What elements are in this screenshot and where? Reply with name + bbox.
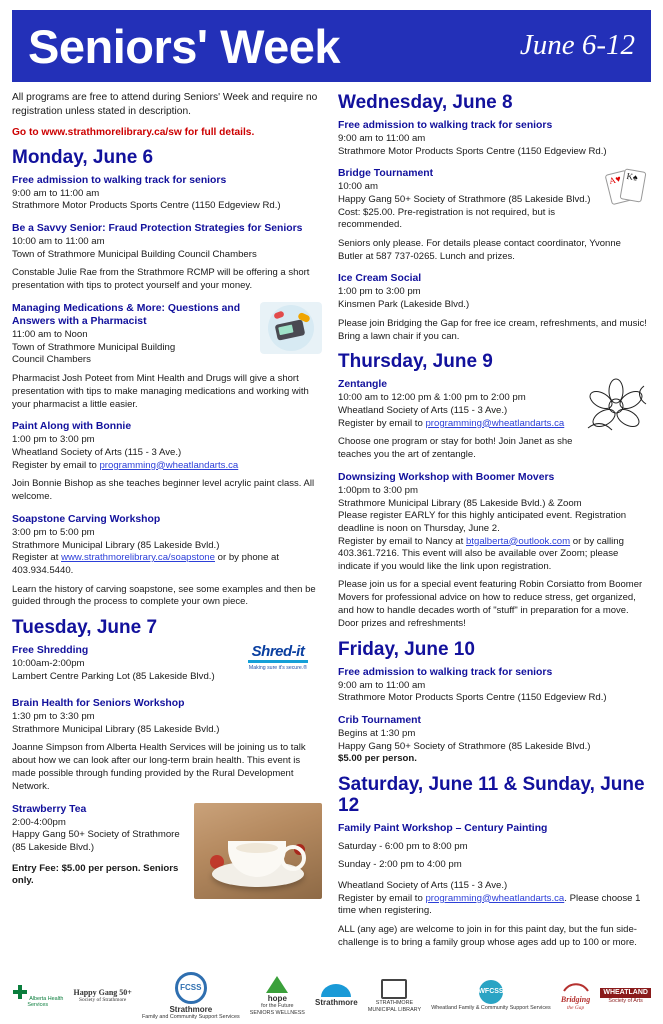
event-free-shredding [12, 644, 322, 688]
register-text: Register at [12, 552, 62, 564]
event-bridge-tournament [338, 167, 648, 263]
event-soapstone-carving [12, 513, 322, 609]
event-description: Joanne Simpson from Alberta Health Services will be joining us to talk about how we can look after our long-term brain health. This event is made possible through funding provided by the Rural Development Network. [12, 742, 306, 792]
day-heading-weekend: Saturday, June 11 & Sunday, June 12 [338, 773, 645, 816]
event-title: Paint Along with Bonnie [12, 421, 132, 433]
event-location: Strathmore Municipal Library (85 Lakeside Bvld.) & Zoom [338, 497, 582, 509]
event-savvy-senior [12, 222, 322, 293]
event-crib-tournament [338, 714, 648, 766]
logo-line-1: WHEATLAND [600, 988, 651, 998]
event-location: Strathmore Municipal Library (85 Lakeside Bvld.) [12, 723, 220, 735]
event-walking-track-wednesday [338, 119, 648, 158]
logo-line-1: Strathmore [315, 998, 358, 1008]
logo-fcss-strathmore [142, 972, 240, 1020]
event-title: Crib Tournament [338, 714, 421, 726]
event-title: Bridge Tournament [338, 168, 434, 180]
event-downsizing-workshop [338, 471, 648, 631]
zentangle-drawing [584, 378, 648, 434]
day-heading-friday: Friday, June 10 [338, 638, 475, 660]
health-cross-icon [12, 984, 28, 1000]
event-title: Free admission to walking track for seniors [12, 174, 227, 186]
register-text: Register by email to [12, 459, 100, 471]
register-text: Register by email to Nancy at [338, 535, 466, 547]
event-fee-note: Entry Fee: $5.00 per person. Seniors only. [12, 862, 179, 887]
event-title: Ice Cream Social [338, 273, 422, 285]
event-description: Seniors only please. For details please contact coordinator, Yvonne Butler at 587 737-0265. Lunch and prizes. [338, 237, 621, 262]
event-title: Brain Health for Seniors Workshop [12, 698, 185, 710]
swoosh-icon [321, 984, 351, 997]
event-brain-health [12, 697, 322, 794]
event-cost: Cost: $25.00. Pre-registration is not required, but is recommended. [338, 206, 556, 231]
event-time-saturday: Saturday - 6:00 pm to 8:00 pm [338, 840, 468, 852]
event-description: ALL (any age) are welcome to join in for this paint day, but the fun side-challenge is to bring a family group whose ages add up to 100 or more. [338, 923, 637, 948]
medications-photo [260, 302, 322, 354]
event-description: Please join us for a special event featuring Robin Corsiatto from Boomer Movers for professional advice on how to reduce stress, get organized, and how to handle decades worth of "stuff" in preparation for a move. Door prizes and refreshments! [338, 579, 643, 629]
logo-alberta-health-services [12, 984, 63, 1008]
intro-link[interactable]: Go to www.strathmorelibrary.ca/sw for full details. [12, 126, 255, 138]
logo-line-2: the Gap [566, 1004, 585, 1011]
event-location: Wheatland Society of Arts (115 - 3 Ave.) [338, 879, 508, 891]
event-time: 1:00 pm to 3:00 pm [338, 286, 421, 298]
event-time: 9:00 am to 11:00 am [12, 187, 100, 199]
event-register [12, 460, 322, 473]
book-icon [381, 979, 407, 999]
logo-line-2: Strathmore [169, 1004, 213, 1014]
logo-line-1: Alberta Health [29, 995, 64, 1002]
leaf-icon [266, 976, 288, 993]
event-time: 11:00 am to Noon [12, 328, 88, 340]
event-description: Please join Bridging the Gap for free ice cream, refreshments, and music! Bring a lawn chair if you can. [338, 317, 647, 342]
wfcss-ring-icon [479, 980, 503, 1004]
event-time: 3:00 pm to 5:00 pm [12, 526, 95, 538]
event-location: Strathmore Motor Products Sports Centre (1150 Edgeview Rd.) [338, 145, 607, 157]
event-paint-along-bonnie [12, 420, 322, 504]
event-strawberry-tea [12, 803, 322, 903]
bridge-icon [563, 981, 589, 993]
logo-line-1: hope [267, 994, 287, 1004]
event-title: Soapstone Carving Workshop [12, 513, 161, 525]
sponsor-logos [12, 974, 651, 1018]
event-time: 1:00 pm to 3:00 pm [12, 434, 95, 446]
day-heading-tuesday: Tuesday, June 7 [12, 617, 158, 639]
event-register [338, 536, 648, 574]
event-description: Join Bonnie Bishop as she teaches beginner level acrylic paint class. All welcome. [12, 478, 315, 503]
event-register [12, 552, 322, 577]
register-url-link[interactable]: www.strathmorelibrary.ca/soapstone [61, 552, 215, 564]
logo-happy-gang-50-plus [74, 988, 132, 1003]
event-managing-medications [12, 302, 322, 411]
event-fee-note: $5.00 per person. [338, 753, 417, 765]
event-title: Strawberry Tea [12, 803, 87, 815]
event-location: Lambert Centre Parking Lot (85 Lakeside Blvd.) [12, 670, 215, 682]
event-location: Happy Gang 50+ Society of Strathmore (85 Lakeside Blvd.) [12, 829, 180, 853]
event-time-sunday: Sunday - 2:00 pm to 4:00 pm [338, 859, 462, 871]
event-description: Pharmacist Josh Poteet from Mint Health and Drugs will give a short presentation with tips to make managing medications and working with your pharmacist a little easier. [12, 372, 309, 410]
banner-dates: June 6-12 [519, 28, 635, 61]
event-location: Happy Gang 50+ Society of Strathmore (85 Lakeside Blvd.) [338, 740, 591, 752]
event-location: Town of Strathmore Municipal Building [12, 341, 176, 353]
day-heading-wednesday: Wednesday, June 8 [338, 92, 513, 113]
logo-line-1: FCSS [180, 983, 202, 993]
event-title: Managing Medications & More: Questions and Answers with a Pharmacist [12, 302, 241, 327]
logo-line-1: Bridging [560, 995, 591, 1005]
logo-line-2: Services [27, 1002, 49, 1008]
fcss-ring-icon [175, 972, 207, 1004]
event-title: Downsizing Workshop with Boomer Movers [338, 471, 555, 483]
logo-line-1: Happy Gang 50+ [73, 988, 132, 998]
event-time: 2:00-4:00pm [12, 816, 66, 828]
event-time: 1:30 pm to 3:30 pm [12, 711, 95, 723]
register-text: Register by email to [338, 892, 426, 904]
logo-line-1: WFCSS [478, 988, 504, 996]
event-location: Strathmore Municipal Library (85 Lakeside Bvld.) [12, 539, 220, 551]
poster-banner [12, 10, 651, 82]
logo-line-2: SENIORS WELLNESS [249, 1009, 305, 1016]
event-description: Constable Julie Rae from the Strathmore RCMP will be offering a short presentation with tips to protect yourself and your money. [12, 267, 310, 292]
event-time: 10:00am-2:00pm [12, 658, 85, 670]
strawberry-tea-photo [194, 803, 322, 899]
event-time: 10:00 am [338, 181, 379, 193]
logo-line-3: for the Future [261, 1003, 294, 1010]
logo-line-2: Wheatland Family & Community Support Services [431, 1005, 551, 1012]
event-title: Family Paint Workshop – Century Painting [338, 822, 548, 834]
logo-strathmore-municipal-library [368, 979, 421, 1012]
event-registration-deadline: Please register EARLY for this highly anticipated event. Registration deadline is noon on Thursday, June 2. [338, 510, 627, 534]
event-time: 9:00 am to 11:00 am [338, 679, 426, 691]
day-heading-monday: Monday, June 6 [12, 146, 154, 168]
event-location-2: Council Chambers [12, 354, 91, 366]
register-email-link[interactable]: btgalberta@outlook.com [465, 535, 571, 547]
event-time: 1:00pm to 3:00 pm [338, 484, 418, 496]
logo-line-2: MUNICIPAL LIBRARY [367, 1006, 422, 1013]
event-walking-track-friday [338, 666, 648, 705]
event-location: Wheatland Society of Arts (115 - 3 Ave.) [12, 446, 182, 458]
page-title: Seniors' Week [28, 19, 341, 73]
card-spade-icon: K♠ [619, 169, 646, 203]
shred-it-tagline: Making sure it's secure.® [248, 665, 308, 672]
event-walking-track-monday [12, 174, 322, 213]
logo-bridging-the-gap [561, 981, 590, 1011]
event-location: Kinsmen Park (Lakeside Blvd.) [338, 299, 470, 311]
event-time: 10:00 am to 11:00 am [12, 235, 105, 247]
event-location: Wheatland Society of Arts (115 - 3 Ave.) [338, 404, 508, 416]
register-email-link[interactable]: programming@wheatlandarts.ca [425, 417, 565, 429]
event-title: Be a Savvy Senior: Fraud Protection Strategies for Seniors [12, 222, 303, 234]
logo-wheatland-society-of-arts [600, 988, 651, 1004]
event-family-paint-workshop [338, 822, 648, 950]
event-location: Strathmore Motor Products Sports Centre (1150 Edgeview Rd.) [12, 200, 281, 212]
register-text: Register by email to [338, 417, 426, 429]
event-time: Begins at 1:30 pm [338, 727, 416, 739]
logo-line-1: STRATHMORE [375, 1000, 414, 1007]
event-title: Zentangle [338, 379, 388, 391]
event-title: Free admission to walking track for seniors [338, 666, 553, 678]
day-heading-thursday: Thursday, June 9 [338, 351, 493, 373]
logo-line-2: Society of Arts [608, 997, 643, 1004]
register-tail: or by calling 403.361.7216. This event will also be available over Zoom; please indicate if you would like the link upon registration. [338, 535, 624, 572]
event-description: Learn the history of carving soapstone, see some examples and then be guided through the process to complete your own piece. [12, 583, 316, 608]
event-description: Choose one program or stay for both! Join Janet as she teaches you the art of zentangle. [338, 436, 573, 461]
event-register [338, 893, 648, 918]
register-tail: or by phone at 403.934.5440. [12, 552, 279, 576]
register-email-link[interactable]: programming@wheatlandarts.ca [99, 459, 239, 471]
logo-line-3: Family and Community Support Services [141, 1014, 240, 1020]
register-tail: . Please choose 1 time when registering. [338, 892, 641, 917]
logo-wfcss [431, 980, 551, 1011]
playing-cards [608, 167, 648, 207]
shred-it-logo [234, 644, 322, 684]
logo-line-2: Society of Strathmore [79, 997, 127, 1004]
event-location: Strathmore Motor Products Sports Centre (1150 Edgeview Rd.) [338, 692, 607, 704]
logo-town-of-strathmore [315, 984, 358, 1007]
event-title: Free Shredding [12, 645, 89, 657]
left-column [12, 91, 322, 959]
content-columns [12, 91, 651, 959]
event-location: Happy Gang 50+ Society of Strathmore (85 Lakeside Blvd.) [338, 193, 591, 205]
card-heart-icon: A♥ [605, 170, 634, 205]
event-time: 9:00 am to 11:00 am [338, 132, 426, 144]
event-zentangle [338, 378, 648, 462]
intro-text: All programs are free to attend during Seniors' Week and require no registration unless stated in description. [12, 92, 318, 117]
shred-it-wordmark: Shred-it [251, 643, 305, 661]
logo-hope-seniors-wellness [250, 976, 305, 1016]
event-location: Town of Strathmore Municipal Building Council Chambers [12, 248, 257, 260]
event-ice-cream-social [338, 272, 648, 343]
register-email-link[interactable]: programming@wheatlandarts.ca [425, 892, 565, 904]
event-title: Free admission to walking track for seniors [338, 119, 553, 131]
zentangle-flower-icon [584, 378, 648, 434]
right-column [338, 91, 648, 959]
event-time: 10:00 am to 12:00 pm & 1:00 pm to 2:00 pm [338, 392, 526, 404]
